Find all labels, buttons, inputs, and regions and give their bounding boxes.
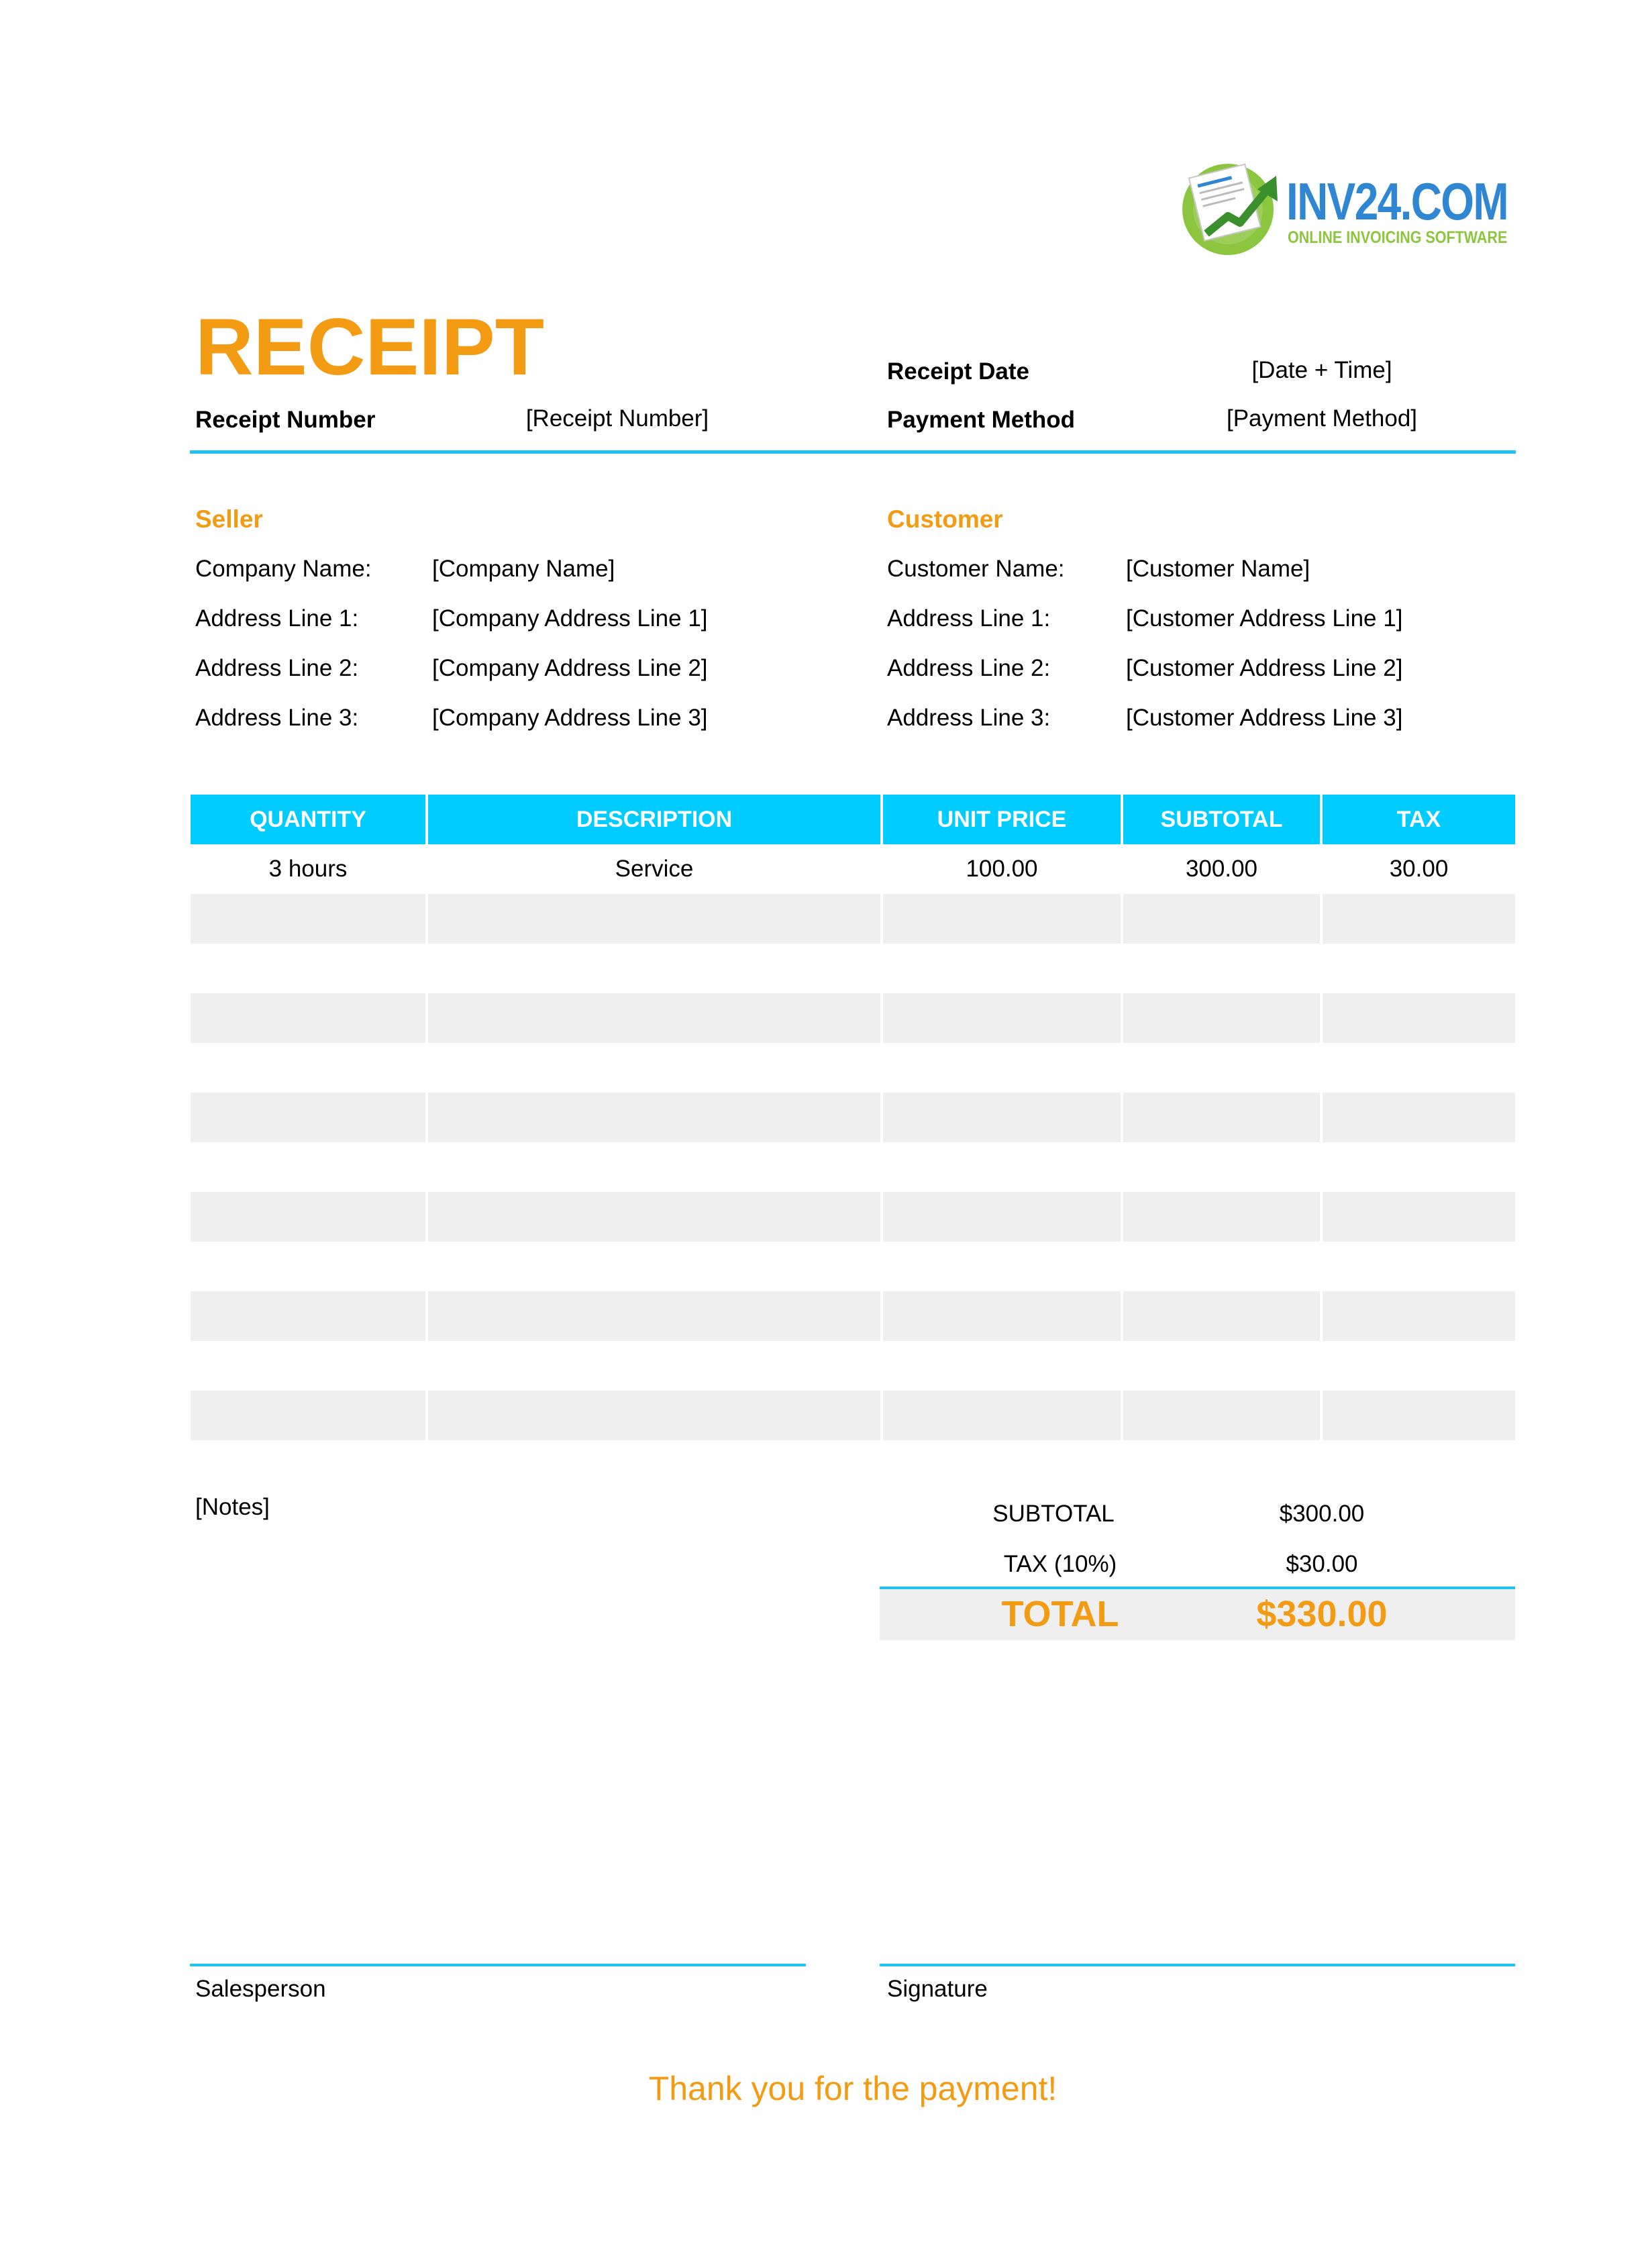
receipt-date-value: [Date + Time] [1251,357,1392,383]
column-header-quantity: QUANTITY [191,795,425,844]
customer-address1-value: [Customer Address Line 1] [1126,605,1403,632]
thank-you-message: Thank you for the payment! [648,2070,1057,2107]
seller-address1-label: Address Line 1: [195,605,359,632]
column-header-subtotal: SUBTOTAL [1121,795,1320,844]
column-header-description: DESCRIPTION [425,795,880,844]
total-value: $330.00 [1256,1594,1388,1634]
table-row [191,1341,1515,1391]
table-row [191,993,1515,1043]
payment-method-value: [Payment Method] [1226,405,1418,432]
table-row [191,1093,1515,1142]
salesperson-label: Salesperson [195,1976,326,2002]
cell-tax: 30.00 [1320,844,1515,894]
tax-value: $30.00 [1286,1551,1358,1577]
customer-address2-label: Address Line 2: [887,655,1051,681]
receipt-date-label: Receipt Date [887,358,1030,385]
seller-address3-label: Address Line 3: [195,705,359,731]
tax-label: TAX (10%) [1003,1551,1117,1577]
logo-emblem-icon [1176,154,1286,262]
table-row [191,894,1515,944]
seller-address2-value: [Company Address Line 2] [432,655,708,681]
customer-name-value: [Customer Name] [1126,556,1310,582]
table-row [191,1043,1515,1093]
salesperson-line [190,1964,806,1966]
seller-address1-value: [Company Address Line 1] [432,605,708,632]
cell-description: Service [425,844,880,894]
table-row [191,944,1515,993]
receipt-number-label: Receipt Number [195,407,376,433]
customer-name-label: Customer Name: [887,556,1065,582]
cell-unit-price: 100.00 [880,844,1121,894]
header-divider [190,450,1516,454]
column-header-unit-price: UNIT PRICE [880,795,1121,844]
seller-address3-value: [Company Address Line 3] [432,705,708,731]
seller-address2-label: Address Line 2: [195,655,359,681]
subtotal-label: SUBTOTAL [992,1501,1115,1527]
customer-address2-value: [Customer Address Line 2] [1126,655,1403,681]
total-label: TOTAL [1001,1594,1119,1634]
table-row [191,1391,1515,1440]
customer-address1-label: Address Line 1: [887,605,1051,632]
seller-company-name-value: [Company Name] [432,556,615,582]
table-row [191,1242,1515,1291]
table-header-row [191,795,1515,844]
subtotal-value: $300.00 [1279,1501,1365,1527]
seller-heading: Seller [195,505,263,533]
customer-address3-label: Address Line 3: [887,705,1051,731]
logo-tagline: ONLINE INVOICING SOFTWARE [1288,228,1508,247]
logo-wordmark: INV24.COM [1286,172,1508,231]
table-row [191,1192,1515,1242]
table-row [191,844,1515,894]
company-logo [1176,154,1508,262]
table-row [191,1142,1515,1192]
signature-label: Signature [887,1976,988,2002]
items-table [191,795,1515,1440]
cell-subtotal: 300.00 [1121,844,1320,894]
table-row [191,1291,1515,1341]
receipt-number-value: [Receipt Number] [525,405,709,432]
column-header-tax: TAX [1320,795,1515,844]
cell-quantity: 3 hours [268,856,348,882]
seller-company-name-label: Company Name: [195,556,372,582]
customer-heading: Customer [887,505,1003,533]
payment-method-label: Payment Method [887,407,1076,433]
signature-line [880,1964,1515,1966]
customer-address3-value: [Customer Address Line 3] [1126,705,1403,731]
page-title: RECEIPT [195,302,545,392]
notes-text: [Notes] [195,1494,270,1520]
